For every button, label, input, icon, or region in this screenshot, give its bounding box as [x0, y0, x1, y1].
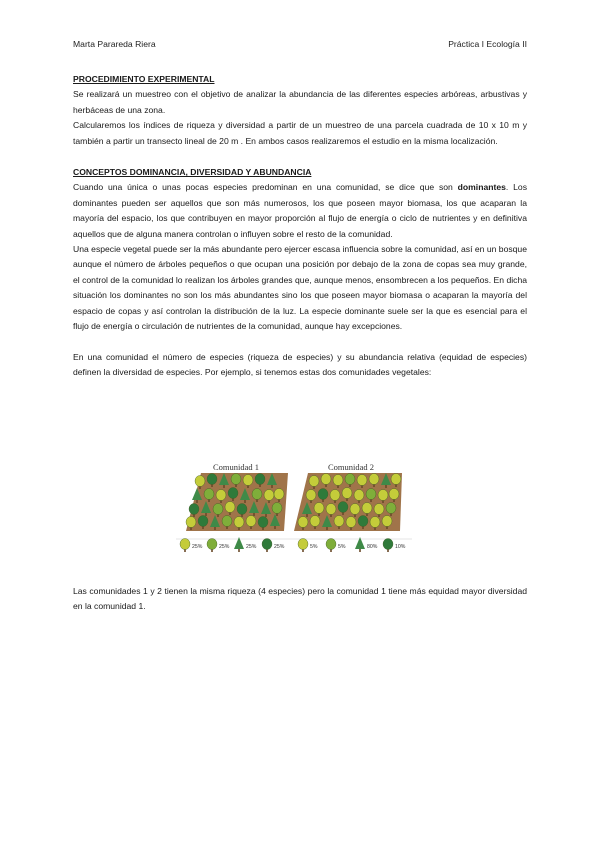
tree-icon: [262, 539, 272, 553]
legend-label: 25%: [274, 544, 285, 550]
communities-illustration: [176, 455, 412, 555]
paragraph: Se realizará un muestreo con el objetivo de analizar la abundancia de las diferentes especies arbóreas, arbustivas y herbáceas de una zona.: [73, 89, 527, 115]
legend-item: [298, 539, 318, 553]
header-author: Marta Parareda Riera: [73, 39, 156, 49]
document-body: [73, 72, 527, 380]
conclusion-block: [73, 584, 527, 615]
legend-label: 5%: [338, 544, 346, 550]
legend-label: 5%: [310, 544, 318, 550]
legend-item: [262, 539, 285, 553]
paragraph: Calcularemos los índices de riqueza y diversidad a partir de un muestreo de una parcela cuadrada de 10 x 10 m y también a partir un transecto lineal de 20 m . En ambos casos realizaremos el estudio en la misma localización.: [73, 120, 527, 146]
legend-label: 80%: [367, 544, 378, 550]
header-course: Práctica I Ecología II: [448, 39, 527, 49]
bold-term-dominantes: dominantes: [457, 182, 506, 193]
text-run: . Los dominantes pueden ser aquellos que son más numerosos, los que poseen mayor biomasa, los que acaparan la mayoría del espacio, los que contribuyen en mayor proporción al flujo de energía o ciclo de nutrientes y en definitiva aquellos que de alguna manera controlan o influyen sobre el resto de la comunidad.: [73, 182, 527, 239]
tree-icon: [207, 539, 217, 553]
legend-label: 25%: [192, 544, 203, 550]
tree-icon: [180, 539, 190, 553]
section-heading-conceptos: CONCEPTOS DOMINANCIA, DIVERSIDAD Y ABUNDANCIA: [73, 167, 312, 178]
communities-figure: [176, 455, 412, 555]
legend-label: 25%: [219, 544, 230, 550]
legend-label: 25%: [246, 544, 257, 550]
legend-item: [180, 539, 203, 553]
tree-icon: [326, 539, 336, 553]
community-2-label: Comunidad 2: [327, 462, 375, 472]
paragraph-conclusion: Las comunidades 1 y 2 tienen la misma riqueza (4 especies) pero la comunidad 1 tiene más equidad mayor diversidad en la comunidad 1.: [73, 586, 527, 612]
legend-item: [207, 539, 230, 553]
tree-icon: [298, 539, 308, 553]
text-run: Cuando una única o unas pocas especies predominan en una comunidad, se dice que son: [73, 182, 458, 193]
paragraph: [73, 180, 527, 242]
legend-item: [326, 539, 346, 553]
legend-item: [383, 539, 406, 553]
paragraph: Una especie vegetal puede ser la más abundante pero ejercer escasa influencia sobre la comunidad, así en un bosque aunque el número de árboles pequeños o que ocupan una posición por debajo de la zona de copas sea muy grande, el control de la comunidad lo realizan los árboles grandes que, aunque menos, ensombrecen a los pequeños. En dicha situación los dominantes no son los más abundantes sino los que poseen mayor biomasa o acaparan la mayoría del espacio de copas y así controlan la distribución de la luz. La especie dominante suele ser la que es esencial para el flujo de energía o circulación de nutrientes de la comunidad, aunque hay excepciones.: [73, 244, 527, 332]
section-heading-procedimiento: PROCEDIMIENTO EXPERIMENTAL: [73, 74, 215, 84]
community-1-label: Comunidad 1: [212, 462, 260, 472]
tree-icon: [383, 539, 393, 553]
paragraph: En una comunidad el número de especies (riqueza de especies) y su abundancia relativa (equidad de especies) definen la diversidad de especies. Por ejemplo, si tenemos estas dos comunidades vegetales:: [73, 351, 527, 377]
legend-label: 10%: [395, 544, 406, 550]
